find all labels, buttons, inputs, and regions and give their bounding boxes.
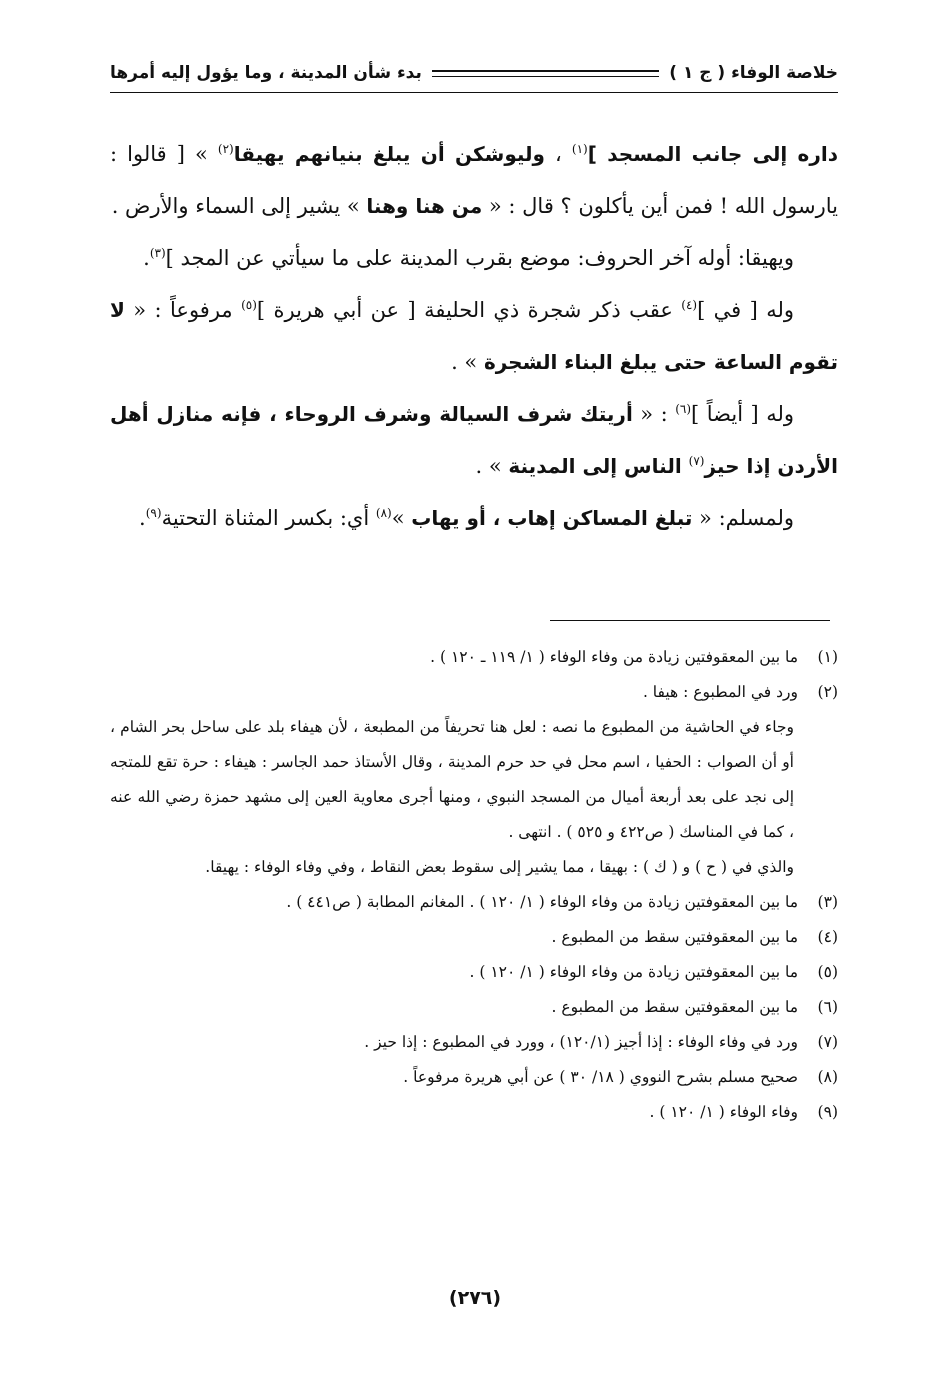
footnote-text: ما بين المعقوفتين زيادة من وفاء الوفاء ( ١/ ١٢٠ ) . المغانم المطابة ( ص٤٤١ ) . [286, 893, 798, 911]
text-run: » . [475, 454, 509, 478]
text-run: وله [ في ] [697, 298, 794, 322]
text-run: » [ قالوا : يارسول الله ! فمن أين يأكلون ؟ قال : « [110, 142, 838, 218]
footnote-number: (٤) [817, 928, 838, 946]
paragraph-1 [110, 128, 838, 232]
footnote-text: وفاء الوفاء ( ١/ ١٢٠ ) . [649, 1103, 798, 1121]
text-run: » . [451, 350, 484, 374]
footnote-number: (٦) [817, 998, 838, 1016]
footnote-4 [110, 920, 838, 955]
header-divider [110, 92, 838, 93]
footnote-2-continuation: وجاء في الحاشية من المطبوع ما نصه : لعل هنا تحريفاً من المطبعة ، لأن هيفاء بلد على ساحل بحر الشام ، أو أن الصواب : الحفيا ، اسم محل في حد حرم المدينة ، وقال الأستاذ حمد الجاسر : هيفاء : حرة تقع للمتجه إلى نجد على بعد أربعة أميال من المسجد النبوي ، ومنها أجرى معاوية العين إلى مشهد حمزة رضي الله عنه ، كما في المناسك ( ص٤٢٢ و ٥٢٥ ) . انتهى . [110, 718, 794, 841]
footnote-text: ما بين المعقوفتين سقط من المطبوع . [551, 928, 798, 946]
footnote-separator [550, 620, 830, 621]
text-run: أي: بكسر المثناة التحتية [161, 506, 376, 530]
footnote-number: (٥) [817, 963, 838, 981]
footnote-text: ورد في وفاء الوفاء : إذا أجيز (١٢٠/١) ، وورد في المطبوع : إذا حيز . [364, 1033, 798, 1051]
hadith-text: أريتك شرف السيالة وشرف الروحاء ، فإنه منازل أهل الأردن إذا حيز [110, 402, 838, 478]
footnote-number: (٢) [817, 683, 838, 701]
footnote-text: ورد في المطبوع : هيفا . [642, 683, 798, 701]
paragraph-3 [110, 284, 838, 388]
footnote-ref: (٦) [675, 402, 692, 416]
footnote-number: (٣) [817, 893, 838, 911]
footnote-8 [110, 1060, 838, 1095]
text-run: وله [ أيضاً ] [691, 402, 795, 426]
footnote-1 [110, 640, 838, 675]
footnote-text: ما بين المعقوفتين زيادة من وفاء الوفاء ( ١/ ١٢٠ ) . [469, 963, 798, 981]
footnotes [110, 640, 838, 1130]
text-run: . [139, 506, 146, 530]
text-run: عقب ذكر شجرة ذي الحليفة [ عن أبي هريرة ] [256, 298, 682, 322]
hadith-text: الناس إلى المدينة [508, 454, 689, 478]
hadith-text: لا تقوم الساعة حتى يبلغ البناء الشجرة [110, 298, 838, 374]
footnote-number: (٧) [817, 1033, 838, 1051]
footnote-ref: (٢) [217, 142, 234, 156]
text-run: مرفوعاً : « [124, 298, 242, 322]
running-header [110, 58, 838, 88]
header-rule [432, 70, 659, 77]
footnote-2 [110, 675, 838, 710]
text-run: ، [544, 142, 572, 166]
footnote-3 [110, 885, 838, 920]
text-run: » يشير إلى السماء والأرض . [111, 194, 367, 218]
text-run: : « [632, 402, 676, 426]
hadith-text: داره إلى جانب المسجد ] [587, 142, 838, 166]
footnote-2-continuation: والذي في ( ح ) و ( ك ) : بهيقا ، مما يشير إلى سقوط بعض النقاط ، وفي وفاء الوفاء : يهيقا. [205, 858, 794, 876]
footnote-text: صحيح مسلم بشرح النووي ( ١٨/ ٣٠ ) عن أبي هريرة مرفوعاً . [403, 1068, 798, 1086]
footnote-number: (٩) [817, 1103, 838, 1121]
hadith-text: من هنا وهنا [366, 194, 483, 218]
paragraph-4 [110, 388, 838, 492]
footnote-number: (١) [817, 648, 838, 666]
footnote-5 [110, 955, 838, 990]
paragraph-5 [110, 492, 838, 544]
footnote-ref: (٧) [688, 454, 705, 468]
paragraph-2 [110, 232, 838, 284]
footnote-ref: (٥) [241, 298, 257, 312]
hadith-text: وليوشكن أن يبلغ بنيانهم يهيقا [233, 142, 545, 166]
footnote-ref: (٤) [681, 298, 698, 312]
footnote-text: ما بين المعقوفتين سقط من المطبوع . [551, 998, 798, 1016]
text-run: ولمسلم: « [692, 506, 794, 530]
footnote-9 [110, 1095, 838, 1130]
footnote-7 [110, 1025, 838, 1060]
footnote-ref: (٣) [149, 246, 166, 260]
book-title: خلاصة الوفاء ( ج ١ ) [669, 63, 838, 83]
chapter-title: بدء شأن المدينة ، وما يؤول إليه أمرها [110, 63, 422, 83]
footnote-number: (٨) [817, 1068, 838, 1086]
hadith-text: تبلغ المساكن إهاب ، أو يهاب [411, 506, 693, 530]
footnote-ref: (١) [571, 142, 588, 156]
text-run: . [143, 246, 150, 270]
main-text [110, 128, 838, 544]
text-run: ويهيقا: أوله آخر الحروف: موضع بقرب المدينة على ما سيأتي عن المجد ] [165, 246, 794, 270]
text-run: » [391, 506, 412, 530]
footnote-6 [110, 990, 838, 1025]
page-number: (٢٧٦) [448, 1287, 502, 1309]
footnote-ref: (٨) [375, 506, 392, 520]
footnote-text: ما بين المعقوفتين زيادة من وفاء الوفاء ( ١/ ١١٩ ـ ١٢٠ ) . [430, 648, 798, 666]
footnote-ref: (٩) [145, 506, 162, 520]
